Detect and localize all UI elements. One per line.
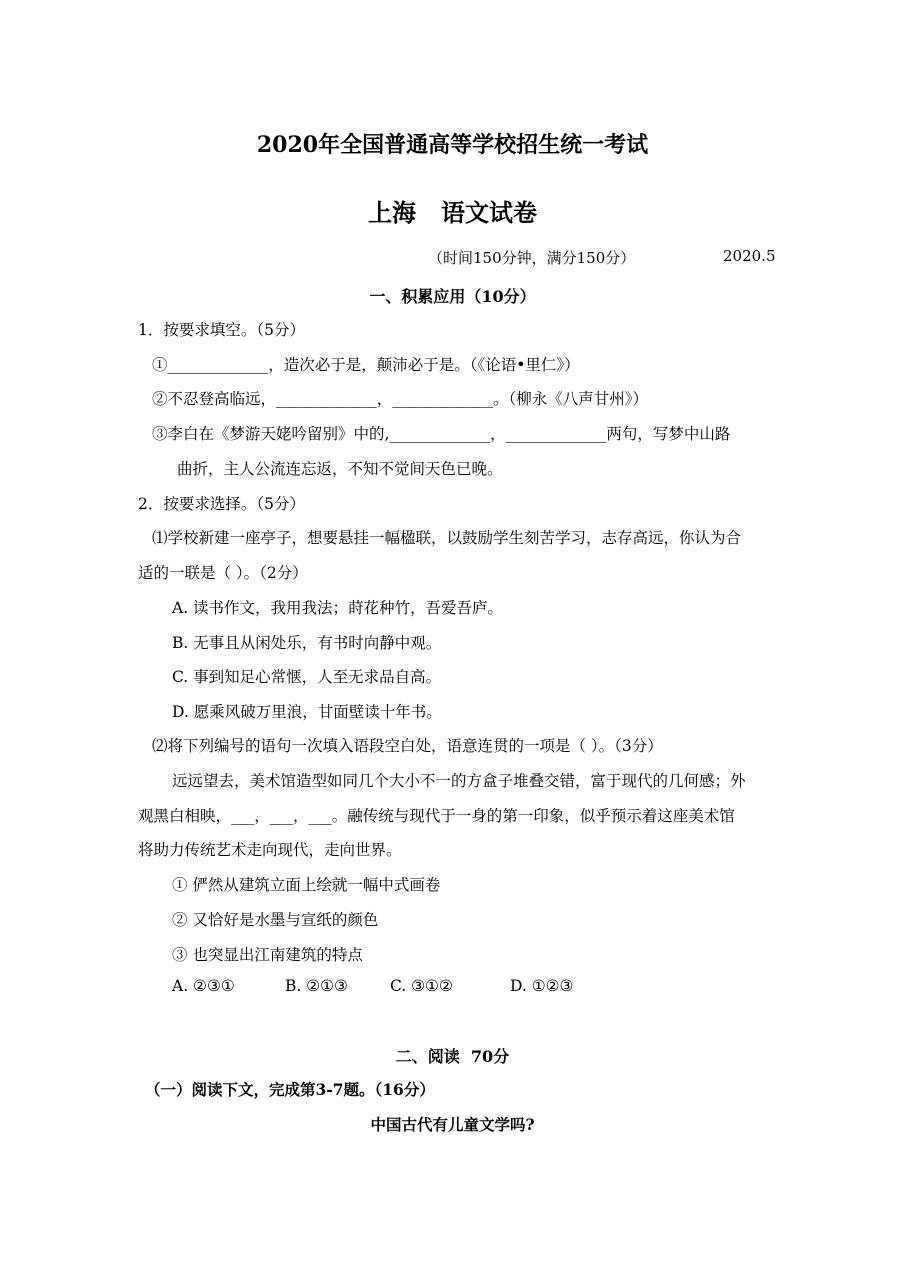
article-title: 中国古代有儿童文学吗?	[370, 1115, 535, 1134]
q2-passage-line1: 远远望去，美术馆造型如同几个大小不一的方盒子堆叠交错，富于现代的几何感；外	[172, 772, 746, 790]
q2-sub2: ⑵将下列编号的语句一次填入语段空白处，语意连贯的一项是（ ）。（3分）	[152, 737, 663, 755]
q1-item3-line1: ③李白在《梦游天姥吟留别》中的,_____________，_____________两句，写梦中山路	[152, 425, 731, 443]
exam-meta: （时间150分钟，满分150分）	[428, 249, 636, 267]
q2-option-d: D. 愿乘风破万里浪，甘面壁读十年书。	[172, 703, 442, 721]
q1-stem: 1．按要求填空。（5分）	[138, 321, 305, 339]
section2-heading: 二、阅读 70分	[395, 1047, 510, 1066]
q1-item1: ①_____________，造次必于是，颠沛必于是。（《论语•里仁》）	[152, 356, 580, 374]
q2-option-c: C. 事到知足心常惬，人至无求品自高。	[172, 668, 442, 686]
q2-sub1-line2: 适的一联是（ ）。（2分）	[138, 564, 308, 582]
q2-sub1-line1: ⑴学校新建一座亭子，想要悬挂一幅楹联，以鼓励学生刻苦学习，志存高远，你认为合	[152, 529, 742, 547]
q2-sentence-2: ② 又恰好是水墨与宣纸的颜色	[172, 911, 379, 929]
q2-choice-d: D. ①②③	[510, 977, 574, 995]
section1-heading: 一、积累应用（10分）	[369, 287, 536, 306]
q2-choice-b: B. ②①③	[285, 977, 348, 995]
q2-choice-c: C. ③①②	[390, 977, 453, 995]
q2-passage-line2: 观黑白相映，___，___，___。融传统与现代于一身的第一印象，似乎预示着这座美术馆	[138, 807, 735, 825]
q2-stem: 2．按要求选择。（5分）	[138, 495, 305, 513]
exam-subtitle: 上海 语文试卷	[367, 198, 538, 227]
q2-option-a: A. 读书作文，我用我法；莳花种竹，吾爱吾庐。	[172, 599, 504, 617]
q2-option-b: B. 无事且从闲处乐，有书时向静中观。	[172, 634, 442, 652]
q2-passage-line3: 将助力传统艺术走向现代，走向世界。	[138, 841, 402, 859]
q1-item3-line2: 曲折，主人公流连忘返，不知不觉间天色已晚。	[177, 460, 503, 478]
exam-date: 2020.5	[723, 247, 776, 265]
q2-sentence-1: ① 俨然从建筑立面上绘就一幅中式画卷	[172, 876, 441, 894]
q2-sentence-3: ③ 也突显出江南建筑的特点	[172, 946, 363, 964]
section2-part1: （一）阅读下文，完成第3-7题。（16分）	[145, 1080, 435, 1099]
q1-item2: ②不忍登高临远，_____________，_____________。（柳永《八声甘州》）	[152, 390, 649, 408]
q2-choice-a: A. ②③①	[172, 977, 235, 995]
exam-title: 2020年全国普通高等学校招生统一考试	[256, 132, 649, 158]
